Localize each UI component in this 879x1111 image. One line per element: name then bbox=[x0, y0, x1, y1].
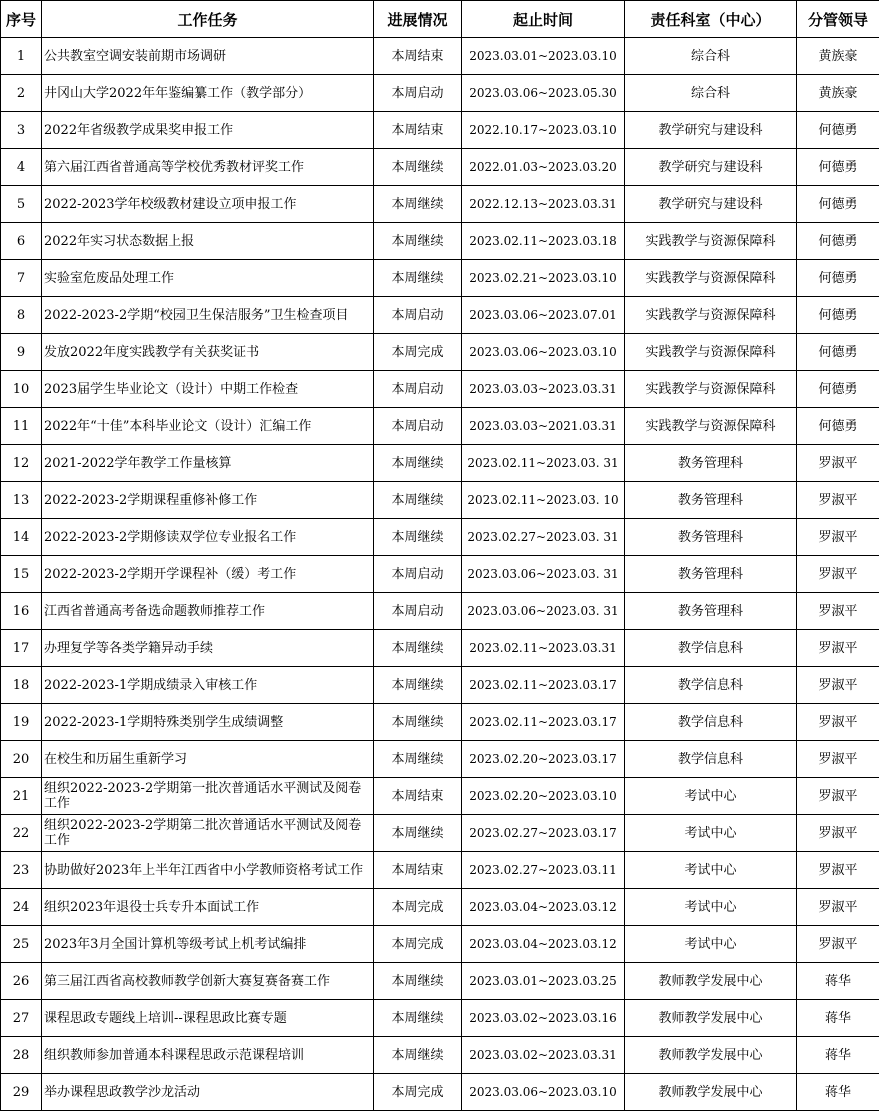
cell-no: 13 bbox=[1, 482, 42, 519]
cell-leader: 何德勇 bbox=[797, 149, 879, 186]
cell-leader: 罗淑平 bbox=[797, 630, 879, 667]
table-row bbox=[1, 149, 879, 186]
table-row bbox=[1, 223, 879, 260]
cell-period: 2022.01.03~2023.03.20 bbox=[462, 149, 625, 186]
table-row bbox=[1, 593, 879, 630]
table-row bbox=[1, 704, 879, 741]
cell-no: 19 bbox=[1, 704, 42, 741]
cell-task: 课程思政专题线上培训--课程思政比赛专题 bbox=[42, 1000, 374, 1037]
cell-task: 2023年3月全国计算机等级考试上机考试编排 bbox=[42, 926, 374, 963]
cell-no: 2 bbox=[1, 75, 42, 112]
table-row bbox=[1, 630, 879, 667]
cell-no: 8 bbox=[1, 297, 42, 334]
cell-dept: 教学信息科 bbox=[625, 667, 797, 704]
cell-dept: 考试中心 bbox=[625, 778, 797, 815]
cell-task: 江西省普通高考备选命题教师推荐工作 bbox=[42, 593, 374, 630]
cell-dept: 实践教学与资源保障科 bbox=[625, 408, 797, 445]
cell-task: 组织教师参加普通本科课程思政示范课程培训 bbox=[42, 1037, 374, 1074]
cell-status: 本周继续 bbox=[374, 519, 462, 556]
cell-leader: 何德勇 bbox=[797, 223, 879, 260]
cell-status: 本周启动 bbox=[374, 297, 462, 334]
cell-no: 5 bbox=[1, 186, 42, 223]
table-row bbox=[1, 1074, 879, 1111]
cell-task: 2022-2023学年校级教材建设立项申报工作 bbox=[42, 186, 374, 223]
cell-status: 本周结束 bbox=[374, 852, 462, 889]
cell-period: 2023.02.27~2023.03. 31 bbox=[462, 519, 625, 556]
cell-task: 2022-2023-2学期开学课程补（缓）考工作 bbox=[42, 556, 374, 593]
cell-dept: 教师教学发展中心 bbox=[625, 1037, 797, 1074]
cell-status: 本周结束 bbox=[374, 778, 462, 815]
cell-period: 2023.02.21~2023.03.10 bbox=[462, 260, 625, 297]
table-row bbox=[1, 778, 879, 815]
cell-leader: 罗淑平 bbox=[797, 593, 879, 630]
cell-period: 2023.03.04~2023.03.12 bbox=[462, 889, 625, 926]
table-row bbox=[1, 38, 879, 75]
cell-task: 2022-2023-2学期修读双学位专业报名工作 bbox=[42, 519, 374, 556]
cell-no: 16 bbox=[1, 593, 42, 630]
cell-task: 第六届江西省普通高等学校优秀教材评奖工作 bbox=[42, 149, 374, 186]
cell-dept: 教务管理科 bbox=[625, 482, 797, 519]
cell-dept: 考试中心 bbox=[625, 852, 797, 889]
header-leader: 分管领导 bbox=[797, 1, 879, 38]
cell-leader: 何德勇 bbox=[797, 260, 879, 297]
table-row bbox=[1, 482, 879, 519]
cell-task: 组织2022-2023-2学期第二批次普通话水平测试及阅卷工作 bbox=[42, 815, 374, 852]
cell-leader: 罗淑平 bbox=[797, 556, 879, 593]
cell-task: 实验室危废品处理工作 bbox=[42, 260, 374, 297]
cell-leader: 罗淑平 bbox=[797, 815, 879, 852]
table-row bbox=[1, 75, 879, 112]
table-row bbox=[1, 926, 879, 963]
cell-leader: 何德勇 bbox=[797, 186, 879, 223]
cell-dept: 考试中心 bbox=[625, 926, 797, 963]
cell-leader: 蒋华 bbox=[797, 1074, 879, 1111]
cell-status: 本周启动 bbox=[374, 556, 462, 593]
cell-status: 本周继续 bbox=[374, 815, 462, 852]
cell-status: 本周结束 bbox=[374, 112, 462, 149]
cell-dept: 教师教学发展中心 bbox=[625, 1074, 797, 1111]
table-row bbox=[1, 741, 879, 778]
table-row bbox=[1, 963, 879, 1000]
cell-status: 本周继续 bbox=[374, 667, 462, 704]
table-row bbox=[1, 445, 879, 482]
cell-period: 2023.02.27~2023.03.11 bbox=[462, 852, 625, 889]
cell-task: 2022年“十佳”本科毕业论文（设计）汇编工作 bbox=[42, 408, 374, 445]
cell-leader: 罗淑平 bbox=[797, 889, 879, 926]
table-row bbox=[1, 852, 879, 889]
cell-task: 办理复学等各类学籍异动手续 bbox=[42, 630, 374, 667]
table-row bbox=[1, 408, 879, 445]
cell-leader: 何德勇 bbox=[797, 371, 879, 408]
cell-period: 2022.12.13~2023.03.31 bbox=[462, 186, 625, 223]
cell-status: 本周继续 bbox=[374, 260, 462, 297]
cell-period: 2023.03.06~2023.07.01 bbox=[462, 297, 625, 334]
cell-no: 15 bbox=[1, 556, 42, 593]
table-row bbox=[1, 815, 879, 852]
header-status: 进展情况 bbox=[374, 1, 462, 38]
cell-status: 本周启动 bbox=[374, 593, 462, 630]
header-no: 序号 bbox=[1, 1, 42, 38]
cell-task: 2022-2023-2学期课程重修补修工作 bbox=[42, 482, 374, 519]
cell-leader: 蒋华 bbox=[797, 963, 879, 1000]
cell-leader: 何德勇 bbox=[797, 112, 879, 149]
cell-no: 14 bbox=[1, 519, 42, 556]
table-row bbox=[1, 889, 879, 926]
cell-period: 2023.03.03~2021.03.31 bbox=[462, 408, 625, 445]
cell-dept: 实践教学与资源保障科 bbox=[625, 297, 797, 334]
cell-dept: 教学信息科 bbox=[625, 630, 797, 667]
cell-task: 2023届学生毕业论文（设计）中期工作检查 bbox=[42, 371, 374, 408]
cell-task: 举办课程思政教学沙龙活动 bbox=[42, 1074, 374, 1111]
table-row bbox=[1, 334, 879, 371]
cell-no: 22 bbox=[1, 815, 42, 852]
cell-status: 本周继续 bbox=[374, 704, 462, 741]
cell-no: 6 bbox=[1, 223, 42, 260]
cell-period: 2023.02.20~2023.03.10 bbox=[462, 778, 625, 815]
header-dept: 责任科室（中心） bbox=[625, 1, 797, 38]
cell-dept: 综合科 bbox=[625, 38, 797, 75]
cell-leader: 罗淑平 bbox=[797, 704, 879, 741]
cell-period: 2023.03.06~2023.03. 31 bbox=[462, 593, 625, 630]
table-row bbox=[1, 112, 879, 149]
header-row bbox=[1, 1, 879, 38]
cell-task: 协助做好2023年上半年江西省中小学教师资格考试工作 bbox=[42, 852, 374, 889]
cell-status: 本周继续 bbox=[374, 741, 462, 778]
cell-dept: 教师教学发展中心 bbox=[625, 1000, 797, 1037]
cell-period: 2023.02.11~2023.03. 10 bbox=[462, 482, 625, 519]
cell-dept: 教学研究与建设科 bbox=[625, 186, 797, 223]
cell-task: 组织2022-2023-2学期第一批次普通话水平测试及阅卷工作 bbox=[42, 778, 374, 815]
cell-no: 9 bbox=[1, 334, 42, 371]
cell-period: 2023.03.06~2023.03.10 bbox=[462, 334, 625, 371]
cell-status: 本周继续 bbox=[374, 963, 462, 1000]
cell-period: 2023.03.02~2023.03.31 bbox=[462, 1037, 625, 1074]
cell-status: 本周继续 bbox=[374, 1000, 462, 1037]
cell-no: 20 bbox=[1, 741, 42, 778]
cell-no: 12 bbox=[1, 445, 42, 482]
cell-leader: 黄族豪 bbox=[797, 38, 879, 75]
cell-leader: 罗淑平 bbox=[797, 778, 879, 815]
cell-leader: 罗淑平 bbox=[797, 852, 879, 889]
table-row bbox=[1, 1037, 879, 1074]
cell-dept: 考试中心 bbox=[625, 815, 797, 852]
cell-no: 10 bbox=[1, 371, 42, 408]
cell-dept: 教学信息科 bbox=[625, 741, 797, 778]
cell-leader: 罗淑平 bbox=[797, 741, 879, 778]
cell-dept: 教务管理科 bbox=[625, 519, 797, 556]
cell-dept: 实践教学与资源保障科 bbox=[625, 260, 797, 297]
cell-leader: 蒋华 bbox=[797, 1000, 879, 1037]
cell-status: 本周继续 bbox=[374, 186, 462, 223]
cell-period: 2023.02.11~2023.03.17 bbox=[462, 667, 625, 704]
cell-no: 11 bbox=[1, 408, 42, 445]
cell-status: 本周完成 bbox=[374, 889, 462, 926]
cell-no: 1 bbox=[1, 38, 42, 75]
cell-status: 本周完成 bbox=[374, 1074, 462, 1111]
cell-no: 17 bbox=[1, 630, 42, 667]
cell-status: 本周完成 bbox=[374, 334, 462, 371]
cell-leader: 何德勇 bbox=[797, 297, 879, 334]
cell-period: 2023.02.20~2023.03.17 bbox=[462, 741, 625, 778]
cell-task: 2022-2023-1学期特殊类别学生成绩调整 bbox=[42, 704, 374, 741]
table-row bbox=[1, 186, 879, 223]
cell-period: 2023.03.06~2023.03. 31 bbox=[462, 556, 625, 593]
cell-leader: 罗淑平 bbox=[797, 667, 879, 704]
cell-dept: 实践教学与资源保障科 bbox=[625, 334, 797, 371]
cell-status: 本周继续 bbox=[374, 1037, 462, 1074]
cell-task: 2022-2023-2学期“校园卫生保洁服务”卫生检查项目 bbox=[42, 297, 374, 334]
cell-no: 3 bbox=[1, 112, 42, 149]
cell-dept: 教务管理科 bbox=[625, 593, 797, 630]
cell-task: 公共教室空调安装前期市场调研 bbox=[42, 38, 374, 75]
cell-leader: 罗淑平 bbox=[797, 519, 879, 556]
cell-task: 发放2022年度实践教学有关获奖证书 bbox=[42, 334, 374, 371]
cell-dept: 教务管理科 bbox=[625, 445, 797, 482]
cell-leader: 罗淑平 bbox=[797, 482, 879, 519]
cell-status: 本周启动 bbox=[374, 75, 462, 112]
table-row bbox=[1, 260, 879, 297]
cell-no: 27 bbox=[1, 1000, 42, 1037]
cell-dept: 教学信息科 bbox=[625, 704, 797, 741]
cell-no: 24 bbox=[1, 889, 42, 926]
table-row bbox=[1, 371, 879, 408]
cell-no: 23 bbox=[1, 852, 42, 889]
cell-task: 井冈山大学2022年年鉴编纂工作（教学部分） bbox=[42, 75, 374, 112]
table-row bbox=[1, 667, 879, 704]
cell-period: 2023.03.06~2023.03.10 bbox=[462, 1074, 625, 1111]
cell-period: 2023.02.11~2023.03.18 bbox=[462, 223, 625, 260]
cell-dept: 教学研究与建设科 bbox=[625, 112, 797, 149]
table-row bbox=[1, 297, 879, 334]
cell-dept: 教师教学发展中心 bbox=[625, 963, 797, 1000]
cell-no: 28 bbox=[1, 1037, 42, 1074]
cell-dept: 教务管理科 bbox=[625, 556, 797, 593]
cell-status: 本周继续 bbox=[374, 445, 462, 482]
cell-task: 2022年省级教学成果奖申报工作 bbox=[42, 112, 374, 149]
cell-task: 第三届江西省高校教师教学创新大赛复赛备赛工作 bbox=[42, 963, 374, 1000]
cell-task: 2021-2022学年教学工作量核算 bbox=[42, 445, 374, 482]
cell-leader: 何德勇 bbox=[797, 334, 879, 371]
cell-no: 4 bbox=[1, 149, 42, 186]
cell-leader: 罗淑平 bbox=[797, 926, 879, 963]
header-task: 工作任务 bbox=[42, 1, 374, 38]
cell-dept: 教学研究与建设科 bbox=[625, 149, 797, 186]
cell-no: 21 bbox=[1, 778, 42, 815]
cell-no: 18 bbox=[1, 667, 42, 704]
cell-period: 2023.03.01~2023.03.25 bbox=[462, 963, 625, 1000]
table-row bbox=[1, 519, 879, 556]
cell-status: 本周继续 bbox=[374, 149, 462, 186]
table-row bbox=[1, 1000, 879, 1037]
cell-no: 25 bbox=[1, 926, 42, 963]
cell-leader: 黄族豪 bbox=[797, 75, 879, 112]
table-body bbox=[1, 38, 879, 1111]
cell-period: 2023.02.11~2023.03.17 bbox=[462, 704, 625, 741]
cell-task: 在校生和历届生重新学习 bbox=[42, 741, 374, 778]
cell-no: 26 bbox=[1, 963, 42, 1000]
cell-leader: 罗淑平 bbox=[797, 445, 879, 482]
cell-period: 2022.10.17~2023.03.10 bbox=[462, 112, 625, 149]
cell-leader: 蒋华 bbox=[797, 1037, 879, 1074]
cell-no: 29 bbox=[1, 1074, 42, 1111]
cell-period: 2023.02.27~2023.03.17 bbox=[462, 815, 625, 852]
cell-status: 本周继续 bbox=[374, 223, 462, 260]
cell-task: 2022-2023-1学期成绩录入审核工作 bbox=[42, 667, 374, 704]
cell-status: 本周完成 bbox=[374, 926, 462, 963]
cell-leader: 何德勇 bbox=[797, 408, 879, 445]
cell-dept: 综合科 bbox=[625, 75, 797, 112]
cell-status: 本周启动 bbox=[374, 408, 462, 445]
cell-status: 本周继续 bbox=[374, 482, 462, 519]
cell-period: 2023.03.03~2023.03.31 bbox=[462, 371, 625, 408]
cell-period: 2023.03.01~2023.03.10 bbox=[462, 38, 625, 75]
cell-task: 组织2023年退役士兵专升本面试工作 bbox=[42, 889, 374, 926]
cell-no: 7 bbox=[1, 260, 42, 297]
cell-dept: 实践教学与资源保障科 bbox=[625, 371, 797, 408]
cell-task: 2022年实习状态数据上报 bbox=[42, 223, 374, 260]
header-period: 起止时间 bbox=[462, 1, 625, 38]
cell-period: 2023.03.06~2023.05.30 bbox=[462, 75, 625, 112]
cell-period: 2023.03.02~2023.03.16 bbox=[462, 1000, 625, 1037]
cell-period: 2023.02.11~2023.03.31 bbox=[462, 630, 625, 667]
cell-status: 本周继续 bbox=[374, 630, 462, 667]
table-row bbox=[1, 556, 879, 593]
cell-period: 2023.02.11~2023.03. 31 bbox=[462, 445, 625, 482]
cell-status: 本周结束 bbox=[374, 38, 462, 75]
cell-dept: 考试中心 bbox=[625, 889, 797, 926]
cell-period: 2023.03.04~2023.03.12 bbox=[462, 926, 625, 963]
cell-status: 本周启动 bbox=[374, 371, 462, 408]
cell-dept: 实践教学与资源保障科 bbox=[625, 223, 797, 260]
